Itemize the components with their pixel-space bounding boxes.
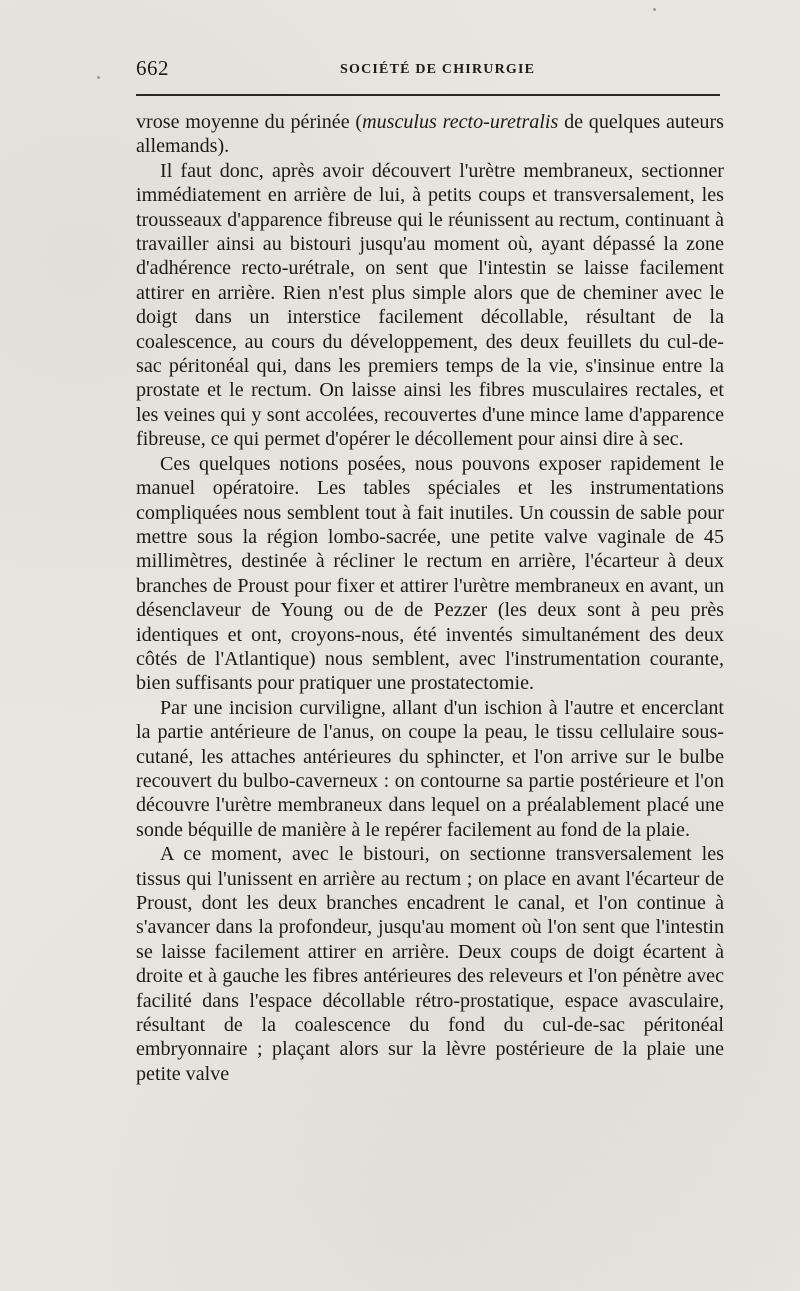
paragraph-3: Ces quelques notions posées, nous pouvons exposer rapidement le manuel opératoire. Les tables spéciales et les instrumentations compliquées nous semblent tout à fait inutiles. Un coussin de sable pour mettre sous la région lombo-sacrée, une petite valve vaginale de 45 millimètres, destinée à récliner le rectum en arrière, l'écarteur à deux branches de Proust pour fixer et attirer l'urètre membraneux en avant, un désenclaveur de Young ou de de Pezzer (les deux sont à peu près identiques et ont, croyons-nous, été inventés simultanément des deux côtés de l'Atlantique) nous semblent, avec l'instrumentation courante, bien suffisants pour pratiquer une prostatectomie. xyxy=(136,452,724,695)
paper-speck xyxy=(97,76,100,79)
paragraph-5: A ce moment, avec le bistouri, on sectionne transversalement les tissus qui l'unissent en arrière au rectum ; on place en avant l'écarteur de Proust, dont les deux branches encadrent le canal, et l'on continue à s'avancer dans la profondeur, jusqu'au moment où l'on sent que l'intestin se laisse facilement attirer en arrière. Deux coups de doigt écartent à droite et à gauche les fibres antérieures des releveurs et l'on pénètre avec facilité dans l'espace décollable rétro-prostatique, espace avasculaire, résultant de la coalescence du fond du cul-de-sac péritonéal embryonnaire ; plaçant alors sur la lèvre postérieure de la plaie une petite valve xyxy=(136,843,724,1085)
paper-speck xyxy=(653,8,656,11)
page-number: 662 xyxy=(136,56,169,80)
paragraph-2: Il faut donc, après avoir découvert l'urètre membraneux, sectionner immédiatement en arrière de lui, à petits coups et transversalement, les trousseaux d'apparence fibreuse qui le réunissent au rectum, continuant à travailler ainsi au bistouri jusqu'au moment où, ayant dépassé la zone d'adhérence recto-urétrale, on sent que l'intestin se laisse facilement attirer en arrière. Rien n'est plus simple alors que de cheminer avec le doigt dans un interstice facilement décollable, résultant de la coalescence, au cours du développement, des deux feuillets du cul-de-sac péritonéal qui, dans les premiers temps de la vie, s'insinue entre la prostate et le rectum. On laisse ainsi les fibres musculaires rectales, et les veines qui y sont accolées, recouvertes d'une mince lame d'apparence fibreuse, ce qui permet d'opérer le décollement pour ainsi dire à sec. xyxy=(136,159,724,451)
body-text xyxy=(136,110,724,1086)
paragraph-1-end: de quelques auteurs allemands). xyxy=(136,111,724,158)
paragraph-1-start: vrose moyenne du périnée ( xyxy=(136,111,363,133)
header-rule xyxy=(136,94,720,96)
running-title: SOCIÉTÉ DE CHIRURGIE xyxy=(340,62,536,77)
paragraph-4: Par une incision curviligne, allant d'un ischion à l'autre et encerclant la partie antérieure de l'anus, on coupe la peau, le tissu cellulaire sous-cutané, les attaches antérieures du sphincter, et l'on arrive sur le bulbe recouvert du bulbo-caverneux : on contourne sa partie postérieure et l'on découvre l'urètre membraneux dans lequel on a préalablement placé une sonde béquille de manière à le repérer facilement au fond de la plaie. xyxy=(136,696,724,841)
paragraph-1-italic-term: musculus recto-uretralis xyxy=(362,111,559,133)
page-header xyxy=(136,56,720,88)
paragraph-1 xyxy=(136,110,724,159)
